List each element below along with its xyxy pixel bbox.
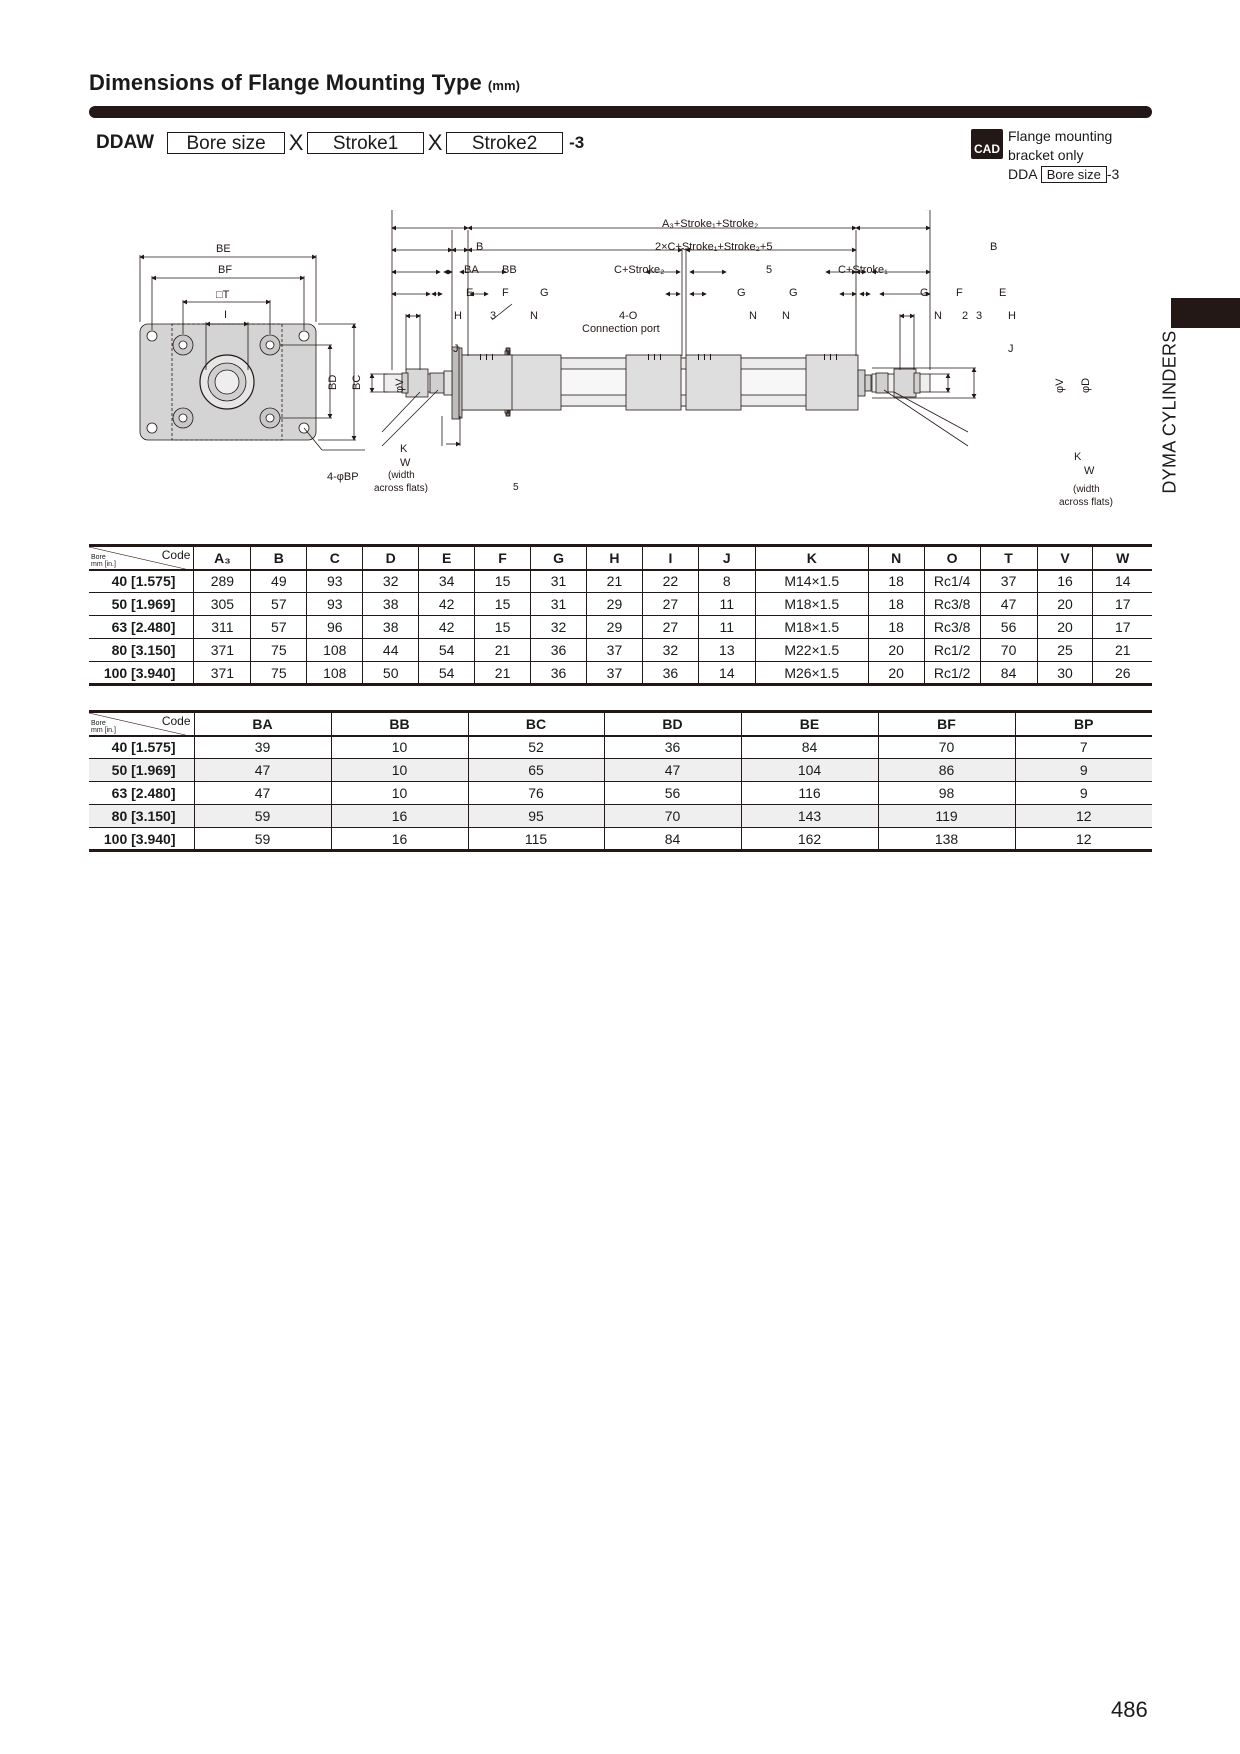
corner-code-label: Code (161, 548, 191, 562)
side-section-label: DYMA CYLINDERS (1159, 330, 1180, 494)
col-header: BC (468, 712, 604, 736)
table-cell: 20 (1037, 616, 1093, 639)
side-tab-marker (1171, 298, 1240, 328)
table-cell: 56 (980, 616, 1037, 639)
table-cell: 21 (586, 570, 642, 593)
col-header: N (868, 546, 924, 570)
table-cell: 42 (419, 593, 475, 616)
table-cell: 31 (531, 593, 587, 616)
label-3-right: 3 (976, 310, 983, 322)
label-b-right: B (990, 241, 998, 253)
label-n-3: N (782, 310, 790, 322)
table-row (89, 570, 1152, 593)
table-cell: 10 (331, 759, 468, 782)
cad-model-line (1008, 165, 1151, 184)
table-cell: 26 (1093, 662, 1152, 685)
table-cell: 20 (1037, 593, 1093, 616)
table-cell: 84 (604, 828, 741, 851)
times-sign: X (427, 130, 443, 155)
col-header: O (924, 546, 980, 570)
table-cell: 47 (194, 759, 331, 782)
label-k-left: K (400, 443, 408, 455)
table-row (89, 616, 1152, 639)
label-b-left: B (476, 241, 484, 253)
cad-icon: CAD (971, 129, 1003, 159)
label-n-2: N (749, 310, 757, 322)
table-cell: 37 (586, 639, 642, 662)
label-j-right: J (1008, 343, 1014, 355)
table-cell: 47 (194, 782, 331, 805)
dimension-drawing (120, 210, 1150, 520)
label-c-stroke2: C+Stroke₂ (614, 264, 665, 276)
table-cell: 36 (531, 639, 587, 662)
col-header: BE (741, 712, 878, 736)
col-header: J (698, 546, 755, 570)
table-cell: 143 (741, 805, 878, 828)
table-cell: 16 (331, 828, 468, 851)
label-g-1: G (540, 287, 549, 299)
cad-note (971, 127, 1151, 184)
label-h-left: H (454, 310, 462, 322)
col-header: BD (604, 712, 741, 736)
table-cell: 9 (1015, 782, 1152, 805)
label-width-left: (width (388, 470, 415, 481)
table-cell: 371 (194, 639, 251, 662)
label-gap-5: 5 (766, 264, 773, 276)
table-cell: 21 (475, 639, 531, 662)
table-cell: 38 (363, 593, 419, 616)
table-cell: 119 (878, 805, 1015, 828)
table-cell: 70 (604, 805, 741, 828)
bore-cell: 63 [2.480] (89, 782, 194, 805)
table-cell: 10 (331, 782, 468, 805)
table-cell: 17 (1093, 593, 1152, 616)
table1-header-row (89, 546, 1152, 570)
label-3-left: 3 (490, 310, 497, 322)
col-header: I (642, 546, 698, 570)
label-across-flats-left: across flats) (374, 483, 428, 494)
table-cell: 7 (1015, 736, 1152, 759)
table-cell: 56 (604, 782, 741, 805)
label-e-right: E (999, 287, 1007, 299)
label-5-bottom: 5 (513, 482, 519, 493)
table-cell: Rc1/4 (924, 570, 980, 593)
table-cell: M18×1.5 (755, 616, 868, 639)
table-cell: Rc3/8 (924, 616, 980, 639)
table-cell: 8 (698, 570, 755, 593)
times-sign: X (288, 130, 304, 155)
label-connection-port: Connection port (582, 323, 660, 335)
table-cell: 49 (251, 570, 307, 593)
table-row (89, 759, 1152, 782)
table-cell: 36 (642, 662, 698, 685)
table-cell: 30 (1037, 662, 1093, 685)
table-cell: 47 (980, 593, 1037, 616)
col-header: T (980, 546, 1037, 570)
table-cell: M14×1.5 (755, 570, 868, 593)
table-cell: 59 (194, 805, 331, 828)
bore-cell: 80 [3.150] (89, 639, 194, 662)
col-header: B (251, 546, 307, 570)
table-cell: 76 (468, 782, 604, 805)
table-cell: 116 (741, 782, 878, 805)
label-bb: BB (502, 264, 517, 276)
label-mid-length: 2×C+Stroke₁+Stroke₂+5 (655, 241, 773, 253)
table-cell: 13 (698, 639, 755, 662)
label-d: φD (1080, 377, 1092, 393)
label-g-4: G (920, 287, 929, 299)
label-j-left: J (453, 343, 459, 355)
table-row (89, 639, 1152, 662)
table-cell: 311 (194, 616, 251, 639)
dimension-table-1 (89, 544, 1152, 686)
table-cell: 16 (1037, 570, 1093, 593)
table-row (89, 805, 1152, 828)
table-cell: 93 (307, 593, 363, 616)
label-bd: BD (327, 374, 339, 390)
table-row (89, 828, 1152, 851)
label-f-right: F (956, 287, 963, 299)
col-header: F (475, 546, 531, 570)
col-header: H (586, 546, 642, 570)
table-cell: 22 (642, 570, 698, 593)
table-cell: 108 (307, 662, 363, 685)
table-cell: Rc1/2 (924, 662, 980, 685)
table-cell: 42 (419, 616, 475, 639)
table-cell: 37 (980, 570, 1037, 593)
bore-size-box: Bore size (167, 132, 285, 154)
table-cell: 20 (868, 639, 924, 662)
cad-line1: Flange mounting (1008, 128, 1113, 144)
label-ba: BA (464, 264, 479, 276)
table-cell: 44 (363, 639, 419, 662)
label-e-left: E (466, 287, 474, 299)
bore-cell: 50 [1.969] (89, 759, 194, 782)
page-number: 486 (1111, 1697, 1148, 1722)
title-text: Dimensions of Flange Mounting Type (89, 70, 482, 95)
table-row (89, 662, 1152, 685)
label-h-right: H (1008, 310, 1016, 322)
table-cell: 18 (868, 616, 924, 639)
label-g-3: G (789, 287, 798, 299)
table-cell: 32 (531, 616, 587, 639)
label-total-length: A₃+Stroke₁+Stroke₂ (662, 218, 759, 230)
label-v-right: φV (1054, 378, 1066, 393)
table-cell: 93 (307, 570, 363, 593)
table-cell: 18 (868, 593, 924, 616)
model-suffix: -3 (569, 133, 585, 152)
label-f-left: F (502, 287, 509, 299)
bore-cell: 40 [1.575] (89, 570, 194, 593)
table-cell: 15 (475, 570, 531, 593)
table-cell: 39 (194, 736, 331, 759)
table-cell: 96 (307, 616, 363, 639)
dda-prefix: DDA (1008, 166, 1037, 182)
col-header: K (755, 546, 868, 570)
label-be: BE (216, 243, 231, 255)
bore-cell: 80 [3.150] (89, 805, 194, 828)
label-w-right: W (1084, 465, 1095, 477)
table-cell: 86 (878, 759, 1015, 782)
model-designation (96, 131, 584, 155)
table1-body (89, 570, 1152, 685)
col-header: G (531, 546, 587, 570)
table-cell: 12 (1015, 805, 1152, 828)
table-cell: 52 (468, 736, 604, 759)
bore-cell: 63 [2.480] (89, 616, 194, 639)
table-cell: 305 (194, 593, 251, 616)
table-cell: 15 (475, 593, 531, 616)
corner-bore-label: Bore mm [in.] (91, 553, 116, 568)
label-n-4: N (934, 310, 942, 322)
table-cell: 57 (251, 593, 307, 616)
table2-corner (89, 712, 194, 736)
table-cell: 14 (1093, 570, 1152, 593)
table-cell: 115 (468, 828, 604, 851)
table-cell: 27 (642, 616, 698, 639)
label-width-right: (width (1073, 484, 1100, 495)
label-v-left: φV (394, 378, 406, 393)
table-cell: 371 (194, 662, 251, 685)
table-cell: 75 (251, 639, 307, 662)
label-2: 2 (962, 310, 969, 322)
col-header: D (363, 546, 419, 570)
table-cell: 27 (642, 593, 698, 616)
table1-corner (89, 546, 194, 570)
table2-header-row (89, 712, 1152, 736)
table-cell: 11 (698, 593, 755, 616)
table-cell: 70 (980, 639, 1037, 662)
col-header: C (307, 546, 363, 570)
table-cell: 98 (878, 782, 1015, 805)
table-cell: 75 (251, 662, 307, 685)
bore-cell: 100 [3.940] (89, 662, 194, 685)
model-code: DDAW (96, 132, 155, 153)
table-cell: 17 (1093, 616, 1152, 639)
label-c-stroke1: C+Stroke₁ (838, 264, 888, 276)
table-row (89, 736, 1152, 759)
table-cell: 54 (419, 662, 475, 685)
table-cell: 108 (307, 639, 363, 662)
label-i: I (224, 309, 228, 321)
title-bar (89, 106, 1152, 118)
table-cell: 50 (363, 662, 419, 685)
table-cell: 54 (419, 639, 475, 662)
table-cell: 38 (363, 616, 419, 639)
table-cell: 57 (251, 616, 307, 639)
table-cell: 59 (194, 828, 331, 851)
label-across-flats-right: across flats) (1059, 497, 1113, 508)
table-cell: 12 (1015, 828, 1152, 851)
dda-suffix: -3 (1106, 166, 1120, 182)
table-cell: M22×1.5 (755, 639, 868, 662)
table-cell: M18×1.5 (755, 593, 868, 616)
table-cell: 29 (586, 593, 642, 616)
page-title (89, 70, 520, 96)
table2-body (89, 736, 1152, 851)
stroke1-box: Stroke1 (307, 132, 424, 154)
table-cell: 14 (698, 662, 755, 685)
bore-cell: 40 [1.575] (89, 736, 194, 759)
table-cell: 34 (419, 570, 475, 593)
stroke2-box: Stroke2 (446, 132, 563, 154)
table-cell: 104 (741, 759, 878, 782)
table-cell: 36 (531, 662, 587, 685)
table-cell: 10 (331, 736, 468, 759)
table-cell: 21 (1093, 639, 1152, 662)
table-cell: 65 (468, 759, 604, 782)
col-header: W (1093, 546, 1152, 570)
table-cell: 37 (586, 662, 642, 685)
dimension-table-2 (89, 710, 1152, 852)
table-cell: 36 (604, 736, 741, 759)
table-cell: 32 (363, 570, 419, 593)
table-cell: 84 (741, 736, 878, 759)
label-bp: 4-φBP (327, 471, 359, 483)
bore-cell: 100 [3.940] (89, 828, 194, 851)
corner-code-label: Code (161, 714, 191, 728)
table-cell: 289 (194, 570, 251, 593)
table-row (89, 593, 1152, 616)
table-cell: 31 (531, 570, 587, 593)
table-cell: 21 (475, 662, 531, 685)
table-cell: 138 (878, 828, 1015, 851)
label-g-2: G (737, 287, 746, 299)
table-cell: 11 (698, 616, 755, 639)
drawing-svg (120, 210, 1150, 520)
col-header: A₃ (194, 546, 251, 570)
col-header: E (419, 546, 475, 570)
cad-line2: bracket only (1008, 147, 1084, 163)
table-cell: 47 (604, 759, 741, 782)
col-header: BB (331, 712, 468, 736)
table-cell: 162 (741, 828, 878, 851)
table-cell: 16 (331, 805, 468, 828)
label-bf: BF (218, 264, 233, 276)
label-port-count: 4-O (619, 310, 638, 322)
table-cell: 15 (475, 616, 531, 639)
table-cell: 20 (868, 662, 924, 685)
dda-bore-box: Bore size (1041, 166, 1107, 183)
table-cell: 9 (1015, 759, 1152, 782)
bore-cell: 50 [1.969] (89, 593, 194, 616)
label-k-right: K (1074, 451, 1082, 463)
table-cell: M26×1.5 (755, 662, 868, 685)
label-w-left: W (400, 457, 411, 469)
table-cell: 29 (586, 616, 642, 639)
label-bc: BC (351, 374, 363, 390)
table-cell: 70 (878, 736, 1015, 759)
title-unit: (mm) (487, 78, 521, 93)
label-n-1: N (530, 310, 538, 322)
col-header: BF (878, 712, 1015, 736)
label-t: □T (216, 289, 230, 301)
table-cell: 84 (980, 662, 1037, 685)
table-cell: 32 (642, 639, 698, 662)
table-cell: 95 (468, 805, 604, 828)
table-cell: 25 (1037, 639, 1093, 662)
corner-bore-label: Bore mm [in.] (91, 719, 116, 734)
table-cell: Rc3/8 (924, 593, 980, 616)
table-row (89, 782, 1152, 805)
table-cell: 18 (868, 570, 924, 593)
col-header: BA (194, 712, 331, 736)
table-cell: Rc1/2 (924, 639, 980, 662)
col-header: V (1037, 546, 1093, 570)
col-header: BP (1015, 712, 1152, 736)
